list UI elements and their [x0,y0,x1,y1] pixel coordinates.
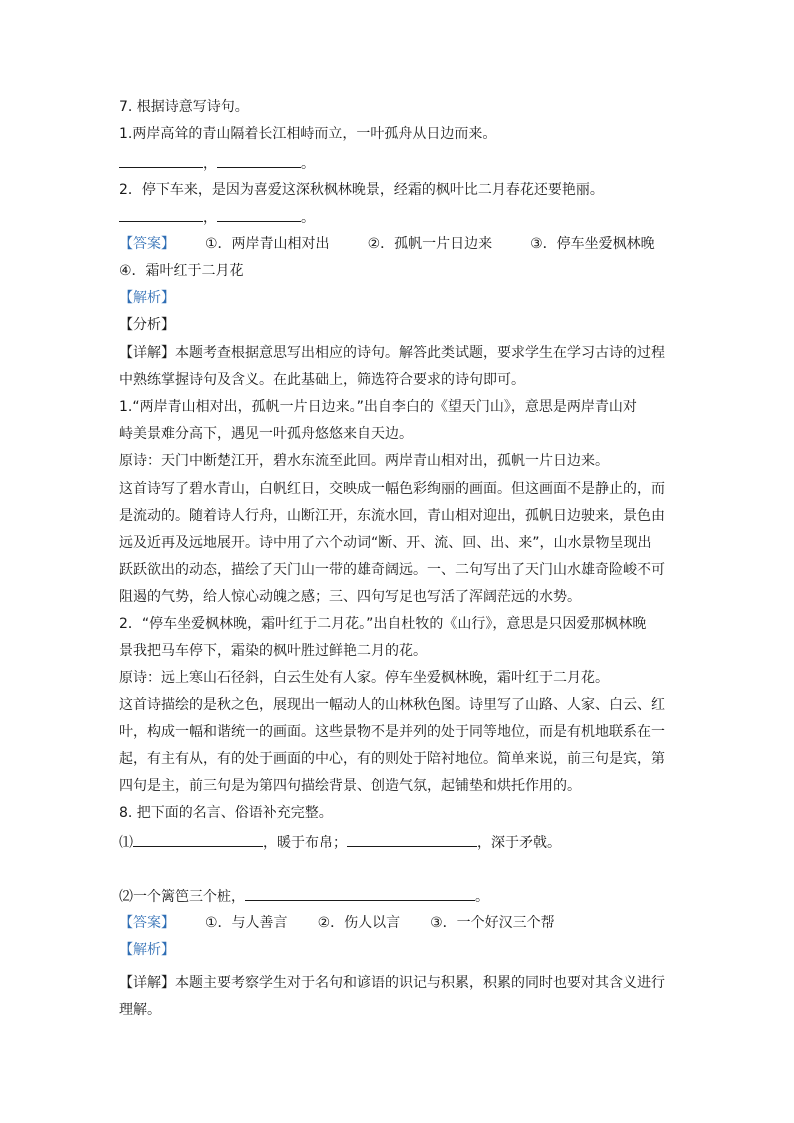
q7-detail-line-8: 跃跃欲出的动态，描绘了天门山一带的雄奇阔远。一、二句写出了天门山水雄奇险峻不可 [119,562,665,578]
fill-blank-3[interactable] [119,207,203,222]
fill-blank-6[interactable] [347,832,477,847]
q7-detail-line-13: 这首诗描绘的是秋之色，展现出一幅动人的山林秋色图。诗里写了山路、人家、白云、红 [119,697,665,713]
answer-4: ④．霜叶红于二月花 [119,263,244,279]
detail-text: 本题主要考察学生对于名句和谚语的识记与积累，积累的同时也要对其含义进行 [175,975,665,991]
q7-answer-row [119,234,679,254]
q8-item1 [119,832,679,853]
answer-2: ②．孤帆一片日边来 [367,236,493,252]
q7-item2: 2．停下车来，是因为喜爱这深秋枫林晚景，经霜的枫叶比二月春花还要艳丽。 [119,182,604,198]
period: 。 [301,210,315,226]
q8-detail-line-2: 理解。 [119,1002,161,1018]
q7-title: 7. 根据诗意写诗句。 [119,99,249,115]
q8-title: 8. 把下面的名言、俗语补充完整。 [119,805,333,821]
fill-blank-4[interactable] [217,207,301,222]
fill-blank-7[interactable] [245,886,475,901]
answer-tag: 【答案】 [119,915,175,931]
q8-detail-line-1 [119,973,679,993]
q7-detail-line-1: 中熟练掌握诗句及含义。在此基础上，筛选符合要求的诗句即可。 [119,372,525,388]
q7-detail-line-4: 原诗：天门中断楚江开，碧水东流至此回。两岸青山相对出，孤帆一片日边来。 [119,453,609,469]
q7-detail-line-6: 是流动的。随着诗人行舟，山断江开，东流水回，青山相对迎出，孤帆日边驶来，景色由 [119,508,665,524]
q8-item2 [119,886,679,907]
item1-mid-text: ，暖于布帛； [263,835,347,851]
q8-answer-row [119,913,679,933]
answer-3: ③．一个好汉三个帮 [430,915,555,931]
answer-2: ②．伤人以言 [317,915,401,931]
detail-text: 本题考查根据意思写出相应的诗句。解答此类试题，要求学生在学习古诗的过程 [175,345,665,361]
q7-blank-line1 [119,153,679,174]
q7-detail-line-9: 阻遏的气势，给人惊心动魄之感；三、四句写足也写活了浑阔茫远的水势。 [119,589,581,605]
q7-detail-line-10: 2．“停车坐爱枫林晚，霜叶红于二月花。”出自杜牧的《山行》，意思是只因爱那枫林晚 [119,616,647,632]
q7-item1: 1.两岸高耸的青山隔着长江相峙而立，一叶孤舟从日边而来。 [119,126,497,142]
jiexi-tag: 【解析】 [119,942,175,958]
detail-tag: 【详解】 [119,975,175,991]
q7-blank-line2 [119,207,679,228]
q7-detail-line-11: 景我把马车停下，霜染的枫叶胜过鲜艳二月的花。 [119,643,427,659]
q7-detail-line-15: 起，有主有从，有的处于画面的中心，有的则处于陪衬地位。简单来说，前三句是宾，第 [119,751,665,767]
q7-detail-line-16: 四句是主，前三句是为第四句描绘背景、创造气氛，起铺垫和烘托作用的。 [119,778,581,794]
answer-3: ③．停车坐爱枫林晚 [530,236,655,252]
comma: ， [203,156,217,172]
q7-detail-line-0 [119,343,679,363]
q7-detail-line-7: 远及近再及远地展开。诗中用了六个动词“断、开、流、回、出、来”，山水景物呈现出 [119,535,652,551]
q7-detail-line-14: 叶，构成一幅和谐统一的画面。这些景物不是并列的处于同等地位，而是有机地联系在一 [119,724,665,740]
item2-prefix-text: ⑵一个篱笆三个桩， [119,889,245,905]
answer-tag: 【答案】 [119,236,175,252]
answer-1: ①．两岸青山相对出 [205,236,330,252]
fill-blank-5[interactable] [133,832,263,847]
comma: ， [203,210,217,226]
jiexi-tag: 【解析】 [119,290,175,306]
q7-detail-line-5: 这首诗写了碧水青山，白帆红日，交映成一幅色彩绚丽的画面。但这画面不是静止的，而 [119,481,665,497]
q7-detail-line-2: 1.“两岸青山相对出，孤帆一片日边来。”出自李白的《望天门山》，意思是两岸青山对 [119,399,637,415]
item1-end-text: ，深于矛戟。 [477,835,561,851]
fill-blank-2[interactable] [217,153,301,168]
detail-tag: 【详解】 [119,345,175,361]
q7-detail-line-3: 峙美景难分高下，遇见一叶孤舟悠悠来自天边。 [119,426,413,442]
item2-end-text: 。 [475,889,489,905]
item-number: ⑴ [119,835,133,851]
period: 。 [301,156,315,172]
fenxi-tag: 【分析】 [119,317,175,333]
fill-blank-1[interactable] [119,153,203,168]
q7-detail-line-12: 原诗：远上寒山石径斜，白云生处有人家。停车坐爱枫林晚，霜叶红于二月花。 [119,670,609,686]
answer-1: ①．与人善言 [205,915,288,931]
